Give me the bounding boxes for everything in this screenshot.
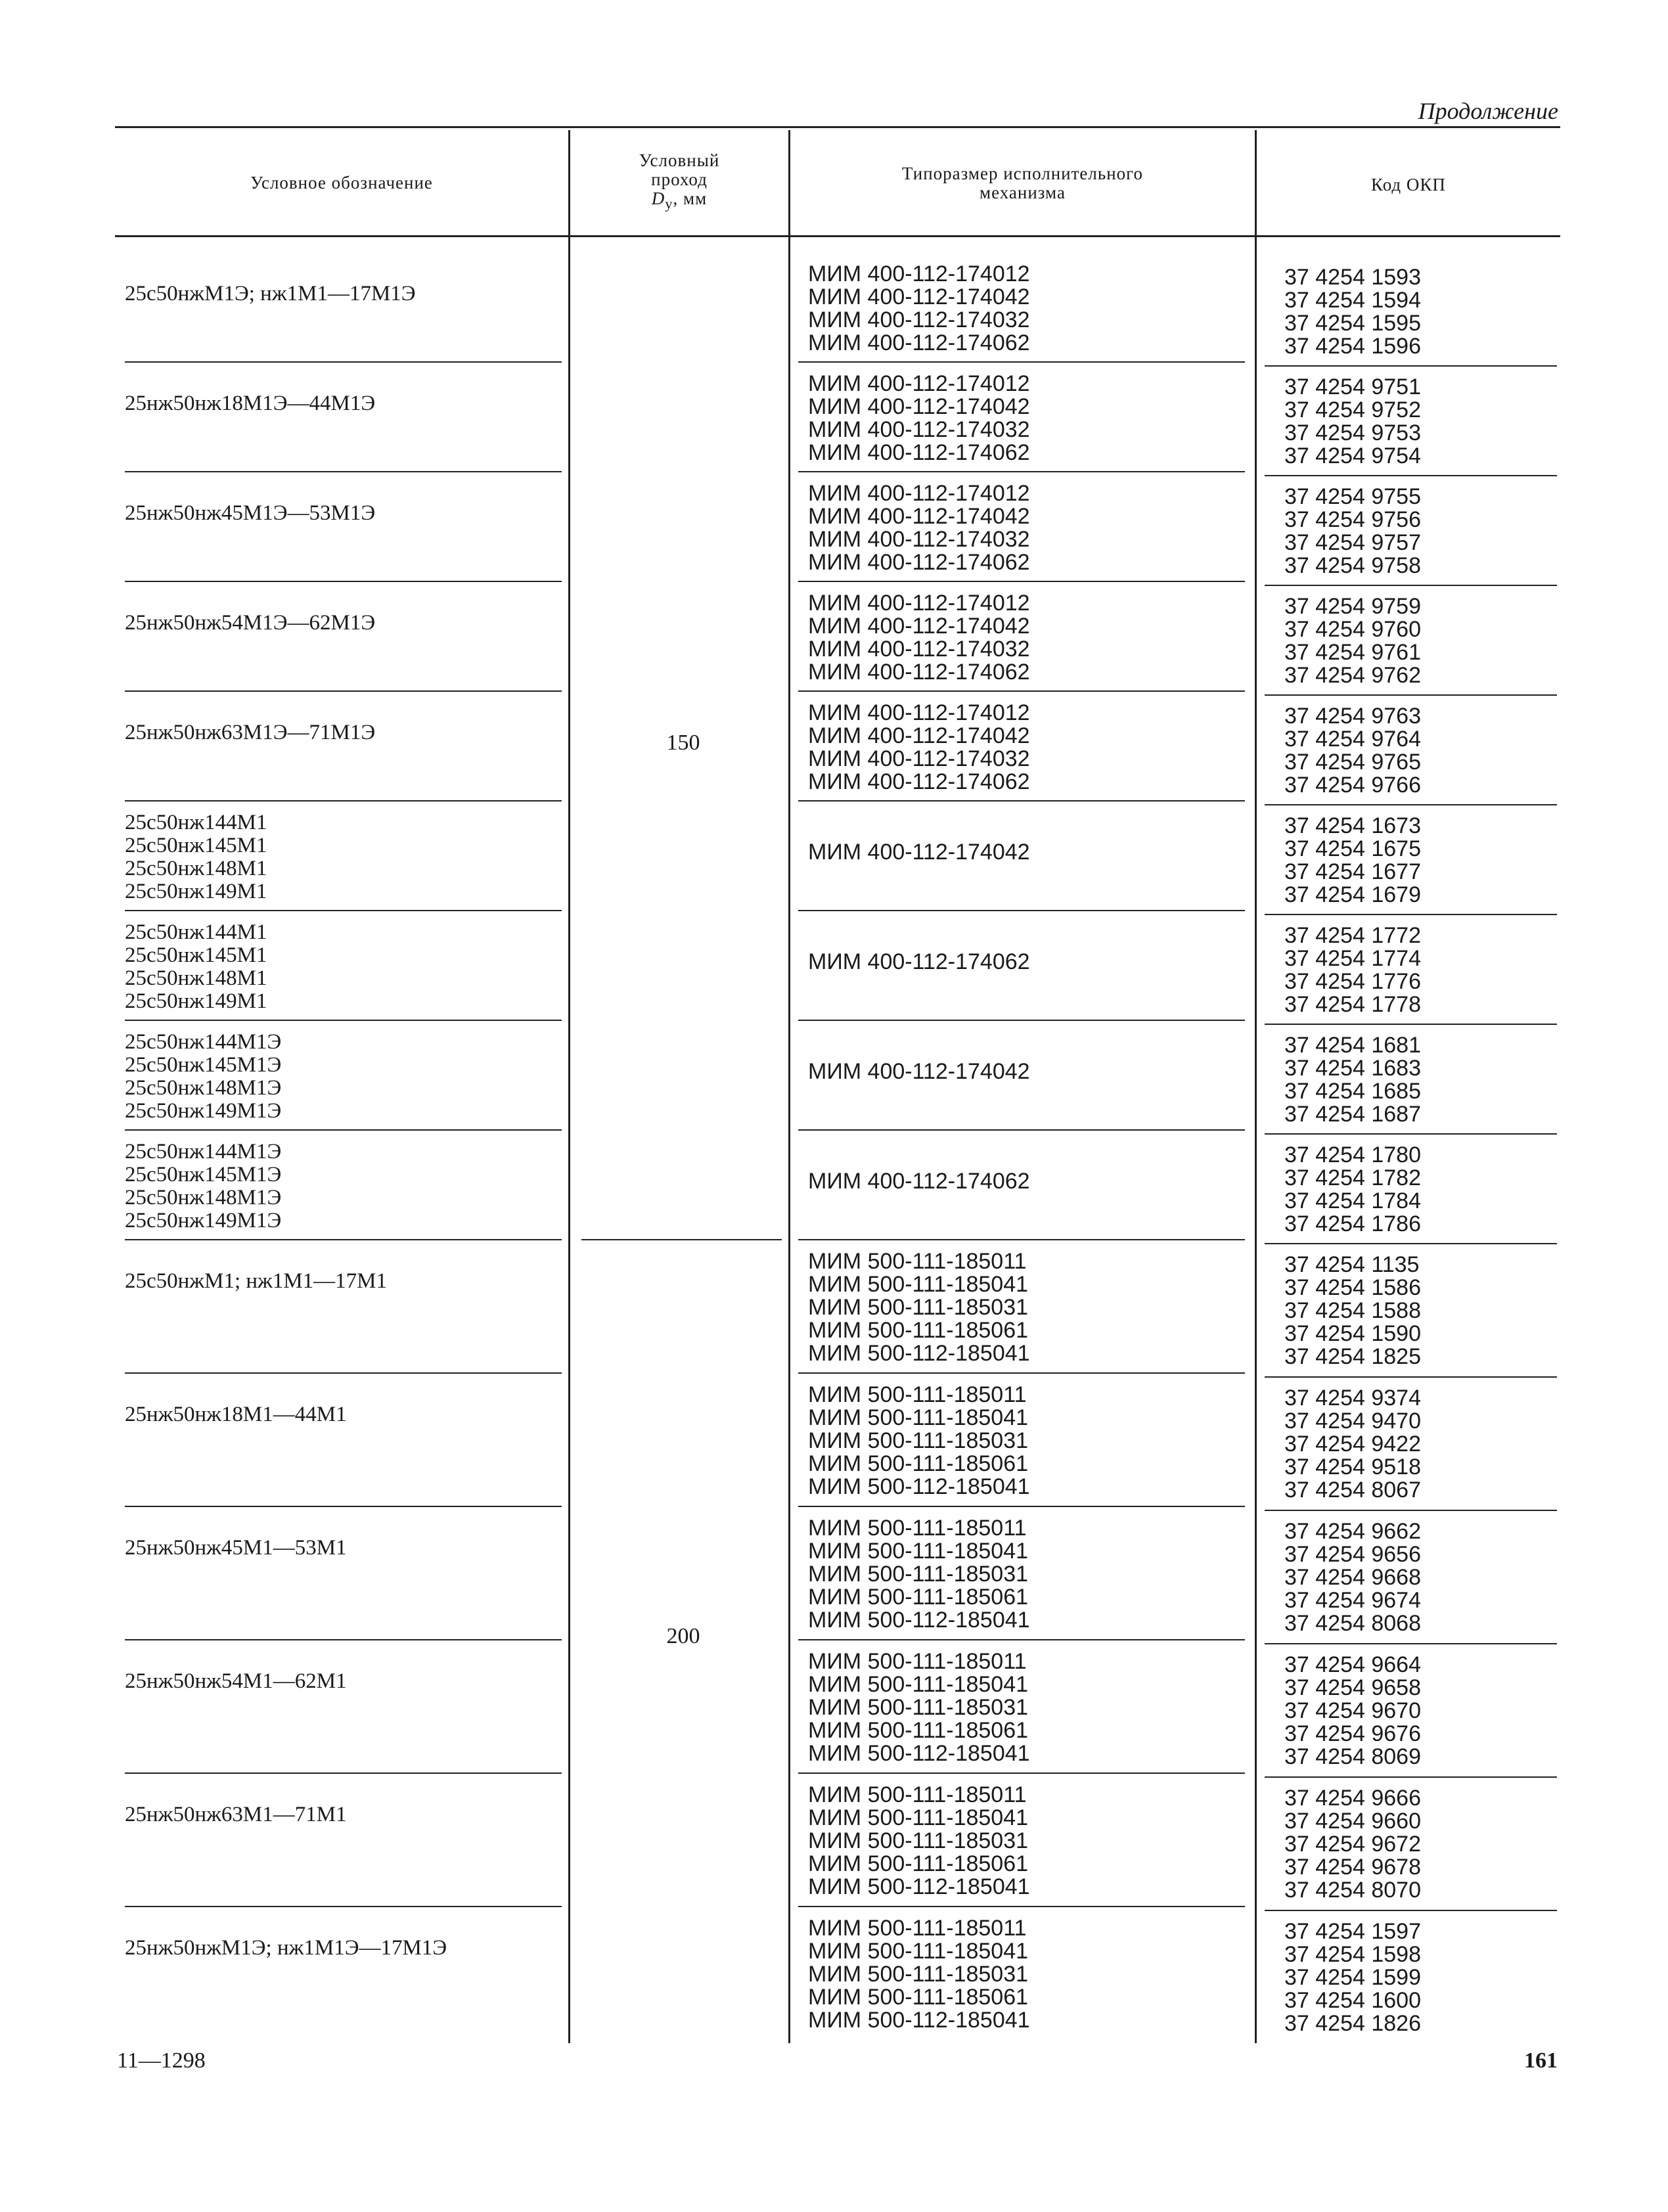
row-divider-code bbox=[1265, 585, 1557, 586]
actuator-size-cell: МИМ 500-111-185031 bbox=[808, 1428, 1029, 1453]
actuator-size-cell: МИМ 500-111-185041 bbox=[808, 1272, 1029, 1297]
okp-code-cell: 37 4254 9757 bbox=[1284, 530, 1421, 555]
row-divider-actuator bbox=[798, 1772, 1245, 1774]
designation-cell: 25с50нж144М1 25с50нж145М1 25с50нж148М1 25с50нж149М1 bbox=[125, 811, 267, 903]
okp-code-cell: 37 4254 9755 bbox=[1284, 484, 1421, 509]
okp-code-cell: 37 4254 9668 bbox=[1284, 1565, 1421, 1590]
actuator-size-cell: МИМ 500-111-185061 bbox=[808, 1985, 1029, 2010]
actuator-size-cell: МИМ 400-112-174062 bbox=[808, 949, 1030, 974]
header-designation: Условное обозначение bbox=[250, 173, 433, 192]
row-divider-actuator bbox=[798, 1239, 1245, 1240]
actuator-size-cell: МИМ 400-112-174062 bbox=[808, 550, 1030, 575]
okp-code-cell: 37 4254 1772 bbox=[1284, 923, 1421, 948]
okp-code-cell: 37 4254 1593 bbox=[1284, 265, 1421, 290]
actuator-size-cell: МИМ 400-112-174032 bbox=[808, 417, 1030, 442]
row-divider-code bbox=[1265, 475, 1557, 476]
actuator-size-cell: МИМ 400-112-174062 bbox=[808, 660, 1030, 685]
okp-code-cell: 37 4254 1590 bbox=[1284, 1321, 1421, 1346]
actuator-size-cell: МИМ 400-112-174042 bbox=[808, 614, 1030, 639]
okp-code-cell: 37 4254 8069 bbox=[1284, 1744, 1421, 1769]
designation-cell: 25нж50нж54М1—62М1 bbox=[125, 1669, 347, 1693]
actuator-size-cell: МИМ 500-111-185011 bbox=[808, 1916, 1027, 1941]
okp-code-cell: 37 4254 9766 bbox=[1284, 773, 1421, 798]
okp-code-cell: 37 4254 9660 bbox=[1284, 1809, 1421, 1834]
okp-code-cell: 37 4254 9763 bbox=[1284, 704, 1421, 729]
okp-code-cell: 37 4254 9470 bbox=[1284, 1409, 1421, 1433]
okp-code-cell: 37 4254 9678 bbox=[1284, 1855, 1421, 1880]
actuator-size-cell: МИМ 400-112-174042 bbox=[808, 504, 1030, 529]
designation-cell: 25нж50нжМ1Э; нж1М1Э—17М1Э bbox=[125, 1936, 447, 1960]
designation-cell: 25нж50нж63М1Э—71М1Э bbox=[125, 721, 376, 744]
okp-code-cell: 37 4254 1673 bbox=[1284, 813, 1421, 838]
actuator-size-cell: МИМ 500-112-185041 bbox=[808, 1474, 1030, 1499]
nominal-diameter-cell: 200 bbox=[666, 1624, 700, 1648]
row-divider-designation bbox=[125, 1020, 562, 1021]
okp-code-cell: 37 4254 9518 bbox=[1284, 1455, 1421, 1479]
okp-code-cell: 37 4254 1784 bbox=[1284, 1188, 1421, 1213]
okp-code-cell: 37 4254 8068 bbox=[1284, 1611, 1421, 1636]
okp-code-cell: 37 4254 1776 bbox=[1284, 969, 1421, 994]
footer-left-code: 11—1298 bbox=[117, 2048, 206, 2073]
actuator-size-cell: МИМ 500-111-185061 bbox=[808, 1718, 1029, 1743]
actuator-size-cell: МИМ 500-111-185041 bbox=[808, 1805, 1029, 1830]
row-divider-actuator bbox=[798, 690, 1245, 692]
actuator-size-cell: МИМ 500-112-185041 bbox=[808, 2008, 1030, 2033]
row-divider-actuator bbox=[798, 1372, 1245, 1374]
okp-code-cell: 37 4254 9759 bbox=[1284, 594, 1421, 619]
actuator-size-cell: МИМ 500-111-185011 bbox=[808, 1249, 1027, 1274]
okp-code-cell: 37 4254 1826 bbox=[1284, 2011, 1421, 2036]
actuator-size-cell: МИМ 500-112-185041 bbox=[808, 1741, 1030, 1766]
actuator-size-cell: МИМ 500-112-185041 bbox=[808, 1874, 1030, 1899]
okp-code-cell: 37 4254 1679 bbox=[1284, 882, 1421, 907]
okp-code-cell: 37 4254 1586 bbox=[1284, 1275, 1421, 1300]
actuator-size-cell: МИМ 500-111-185011 bbox=[808, 1782, 1027, 1807]
group-divider-diameter bbox=[581, 1239, 782, 1240]
okp-code-cell: 37 4254 1596 bbox=[1284, 334, 1421, 359]
row-divider-actuator bbox=[798, 471, 1245, 472]
continuation-label: Продолжение bbox=[1418, 98, 1558, 124]
actuator-size-cell: МИМ 400-112-174012 bbox=[808, 591, 1030, 616]
actuator-size-cell: МИМ 400-112-174042 bbox=[808, 284, 1030, 309]
row-divider-actuator bbox=[798, 1020, 1245, 1021]
okp-code-cell: 37 4254 1135 bbox=[1284, 1252, 1420, 1277]
header-okp-code: Код ОКП bbox=[1371, 175, 1446, 194]
designation-cell: 25нж50нж18М1Э—44М1Э bbox=[125, 392, 376, 415]
row-divider-code bbox=[1265, 1910, 1557, 1911]
row-divider-designation bbox=[125, 800, 562, 801]
okp-code-cell: 37 4254 9676 bbox=[1284, 1721, 1421, 1746]
designation-cell: 25с50нжМ1Э; нж1М1—17М1Э bbox=[125, 282, 416, 305]
okp-code-cell: 37 4254 8067 bbox=[1284, 1478, 1421, 1502]
okp-code-cell: 37 4254 1595 bbox=[1284, 311, 1421, 336]
okp-code-cell: 37 4254 1683 bbox=[1284, 1056, 1421, 1081]
row-divider-designation bbox=[125, 361, 562, 363]
actuator-size-cell: МИМ 500-111-185041 bbox=[808, 1405, 1029, 1430]
actuator-size-cell: МИМ 500-111-185061 bbox=[808, 1851, 1029, 1876]
header-nominal-diameter: Условный проход $D_у$, мм bbox=[570, 151, 788, 213]
actuator-size-cell: МИМ 500-111-185031 bbox=[808, 1695, 1029, 1720]
okp-code-cell: 37 4254 1782 bbox=[1284, 1165, 1421, 1190]
actuator-size-cell: МИМ 500-111-185031 bbox=[808, 1295, 1029, 1320]
page-number: 161 bbox=[1524, 2048, 1558, 2073]
row-divider-designation bbox=[125, 1239, 562, 1240]
okp-code-cell: 37 4254 9374 bbox=[1284, 1386, 1421, 1411]
actuator-size-cell: МИМ 400-112-174032 bbox=[808, 307, 1030, 332]
actuator-size-cell: МИМ 500-112-185041 bbox=[808, 1341, 1030, 1366]
okp-code-cell: 37 4254 9754 bbox=[1284, 443, 1421, 468]
okp-code-cell: 37 4254 1685 bbox=[1284, 1079, 1421, 1104]
designation-cell: 25с50нжМ1; нж1М1—17М1 bbox=[125, 1269, 388, 1293]
actuator-size-cell: МИМ 400-112-174062 bbox=[808, 1169, 1030, 1194]
actuator-size-cell: МИМ 400-112-174032 bbox=[808, 637, 1030, 662]
actuator-size-cell: МИМ 500-111-185061 bbox=[808, 1451, 1029, 1476]
okp-code-cell: 37 4254 1594 bbox=[1284, 288, 1421, 313]
okp-code-cell: 37 4254 1675 bbox=[1284, 836, 1421, 861]
actuator-size-cell: МИМ 500-111-185061 bbox=[808, 1318, 1029, 1343]
actuator-size-cell: МИМ 500-111-185011 bbox=[808, 1382, 1027, 1407]
okp-code-cell: 37 4254 1677 bbox=[1284, 859, 1421, 884]
row-divider-designation bbox=[125, 581, 562, 582]
okp-code-cell: 37 4254 9422 bbox=[1284, 1432, 1421, 1456]
okp-code-cell: 37 4254 1687 bbox=[1284, 1102, 1421, 1127]
okp-code-cell: 37 4254 9764 bbox=[1284, 727, 1421, 752]
row-divider-code bbox=[1265, 365, 1557, 367]
row-divider-code bbox=[1265, 914, 1557, 915]
row-divider-code bbox=[1265, 1024, 1557, 1025]
actuator-size-cell: МИМ 400-112-174042 bbox=[808, 723, 1030, 748]
okp-code-cell: 37 4254 1825 bbox=[1284, 1344, 1421, 1369]
okp-code-cell: 37 4254 9758 bbox=[1284, 553, 1421, 578]
row-divider-designation bbox=[125, 1639, 562, 1640]
row-divider-code bbox=[1265, 694, 1557, 696]
nominal-diameter-cell: 150 bbox=[666, 730, 700, 755]
actuator-size-cell: МИМ 400-112-174042 bbox=[808, 394, 1030, 419]
okp-code-cell: 37 4254 9752 bbox=[1284, 397, 1421, 422]
row-divider-actuator bbox=[798, 1906, 1245, 1907]
actuator-size-cell: МИМ 400-112-174012 bbox=[808, 261, 1030, 286]
designation-cell: 25с50нж144М1Э 25с50нж145М1Э 25с50нж148М1Э 25с50нж149М1Э bbox=[125, 1030, 282, 1123]
okp-code-cell: 37 4254 1597 bbox=[1284, 1919, 1421, 1944]
row-divider-actuator bbox=[798, 581, 1245, 582]
okp-code-cell: 37 4254 1786 bbox=[1284, 1211, 1421, 1236]
okp-code-cell: 37 4254 9656 bbox=[1284, 1542, 1421, 1567]
actuator-size-cell: МИМ 400-112-174062 bbox=[808, 769, 1030, 794]
row-divider-actuator bbox=[798, 1129, 1245, 1131]
designation-cell: 25нж50нж63М1—71М1 bbox=[125, 1803, 347, 1826]
okp-code-cell: 37 4254 9762 bbox=[1284, 663, 1421, 688]
actuator-size-cell: МИМ 400-112-174012 bbox=[808, 700, 1030, 725]
actuator-size-cell: МИМ 500-111-185041 bbox=[808, 1539, 1029, 1564]
actuator-size-cell: МИМ 500-111-185041 bbox=[808, 1939, 1029, 1964]
okp-code-cell: 37 4254 9751 bbox=[1284, 374, 1421, 399]
row-divider-code bbox=[1265, 1133, 1557, 1135]
row-divider-designation bbox=[125, 1372, 562, 1374]
designation-cell: 25с50нж144М1 25с50нж145М1 25с50нж148М1 25с50нж149М1 bbox=[125, 920, 267, 1013]
okp-code-cell: 37 4254 9670 bbox=[1284, 1698, 1421, 1723]
designation-cell: 25нж50нж54М1Э—62М1Э bbox=[125, 611, 376, 635]
okp-code-cell: 37 4254 1599 bbox=[1284, 1965, 1421, 1990]
actuator-size-cell: МИМ 500-111-185011 bbox=[808, 1516, 1027, 1541]
actuator-size-cell: МИМ 400-112-174042 bbox=[808, 840, 1030, 865]
okp-code-cell: 37 4254 1588 bbox=[1284, 1298, 1421, 1323]
okp-code-cell: 37 4254 1778 bbox=[1284, 992, 1421, 1017]
actuator-size-cell: МИМ 400-112-174062 bbox=[808, 440, 1030, 465]
row-divider-actuator bbox=[798, 1506, 1245, 1507]
actuator-size-cell: МИМ 500-112-185041 bbox=[808, 1608, 1030, 1633]
row-divider-designation bbox=[125, 1772, 562, 1774]
row-divider-code bbox=[1265, 1376, 1557, 1378]
okp-code-cell: 37 4254 1774 bbox=[1284, 946, 1421, 971]
row-divider-code bbox=[1265, 1643, 1557, 1644]
okp-code-cell: 37 4254 1598 bbox=[1284, 1942, 1421, 1967]
okp-code-cell: 37 4254 9760 bbox=[1284, 617, 1421, 642]
header-dn-symbol: $D_у$, мм bbox=[651, 189, 708, 212]
okp-code-cell: 37 4254 9672 bbox=[1284, 1832, 1421, 1857]
row-divider-designation bbox=[125, 690, 562, 692]
header-actuator-size: Типоразмер исполнительного механизма bbox=[901, 164, 1144, 202]
actuator-size-cell: МИМ 500-111-185031 bbox=[808, 1562, 1029, 1587]
row-divider-actuator bbox=[798, 1639, 1245, 1640]
designation-cell: 25нж50нж45М1—53М1 bbox=[125, 1536, 347, 1560]
actuator-size-cell: МИМ 400-112-174062 bbox=[808, 330, 1030, 355]
okp-code-cell: 37 4254 9765 bbox=[1284, 750, 1421, 775]
actuator-size-cell: МИМ 400-112-174012 bbox=[808, 371, 1030, 396]
actuator-size-cell: МИМ 400-112-174032 bbox=[808, 746, 1030, 771]
row-divider-designation bbox=[125, 1506, 562, 1507]
row-divider-designation bbox=[125, 910, 562, 911]
okp-code-cell: 37 4254 9658 bbox=[1284, 1675, 1421, 1700]
designation-cell: 25с50нж144М1Э 25с50нж145М1Э 25с50нж148М1Э 25с50нж149М1Э bbox=[125, 1140, 282, 1232]
okp-code-cell: 37 4254 9756 bbox=[1284, 507, 1421, 532]
okp-code-cell: 37 4254 9761 bbox=[1284, 640, 1421, 665]
okp-code-cell: 37 4254 1600 bbox=[1284, 1988, 1421, 2013]
actuator-size-cell: МИМ 500-111-185061 bbox=[808, 1585, 1029, 1610]
okp-code-cell: 37 4254 8070 bbox=[1284, 1878, 1421, 1903]
okp-code-cell: 37 4254 1780 bbox=[1284, 1142, 1421, 1167]
actuator-size-cell: МИМ 500-111-185031 bbox=[808, 1828, 1029, 1853]
actuator-size-cell: МИМ 400-112-174012 bbox=[808, 481, 1030, 506]
row-divider-code bbox=[1265, 1510, 1557, 1511]
row-divider-designation bbox=[125, 471, 562, 472]
actuator-size-cell: МИМ 500-111-185031 bbox=[808, 1962, 1029, 1987]
okp-code-cell: 37 4254 9664 bbox=[1284, 1652, 1421, 1677]
row-divider-designation bbox=[125, 1906, 562, 1907]
okp-code-cell: 37 4254 9674 bbox=[1284, 1588, 1421, 1613]
actuator-size-cell: МИМ 500-111-185011 bbox=[808, 1649, 1027, 1674]
row-divider-designation bbox=[125, 1129, 562, 1131]
okp-code-cell: 37 4254 9662 bbox=[1284, 1519, 1421, 1544]
actuator-size-cell: МИМ 500-111-185041 bbox=[808, 1672, 1029, 1697]
row-divider-code bbox=[1265, 1776, 1557, 1778]
actuator-size-cell: МИМ 400-112-174032 bbox=[808, 527, 1030, 552]
designation-cell: 25нж50нж45М1Э—53М1Э bbox=[125, 501, 376, 525]
designation-cell: 25нж50нж18М1—44М1 bbox=[125, 1403, 347, 1426]
okp-code-cell: 37 4254 1681 bbox=[1284, 1033, 1421, 1058]
okp-code-cell: 37 4254 9753 bbox=[1284, 420, 1421, 445]
row-divider-actuator bbox=[798, 910, 1245, 911]
row-divider-actuator bbox=[798, 361, 1245, 363]
actuator-size-cell: МИМ 400-112-174042 bbox=[808, 1059, 1030, 1084]
okp-code-cell: 37 4254 9666 bbox=[1284, 1786, 1421, 1811]
row-divider-code bbox=[1265, 1243, 1557, 1244]
row-divider-code bbox=[1265, 804, 1557, 805]
row-divider-actuator bbox=[798, 800, 1245, 801]
